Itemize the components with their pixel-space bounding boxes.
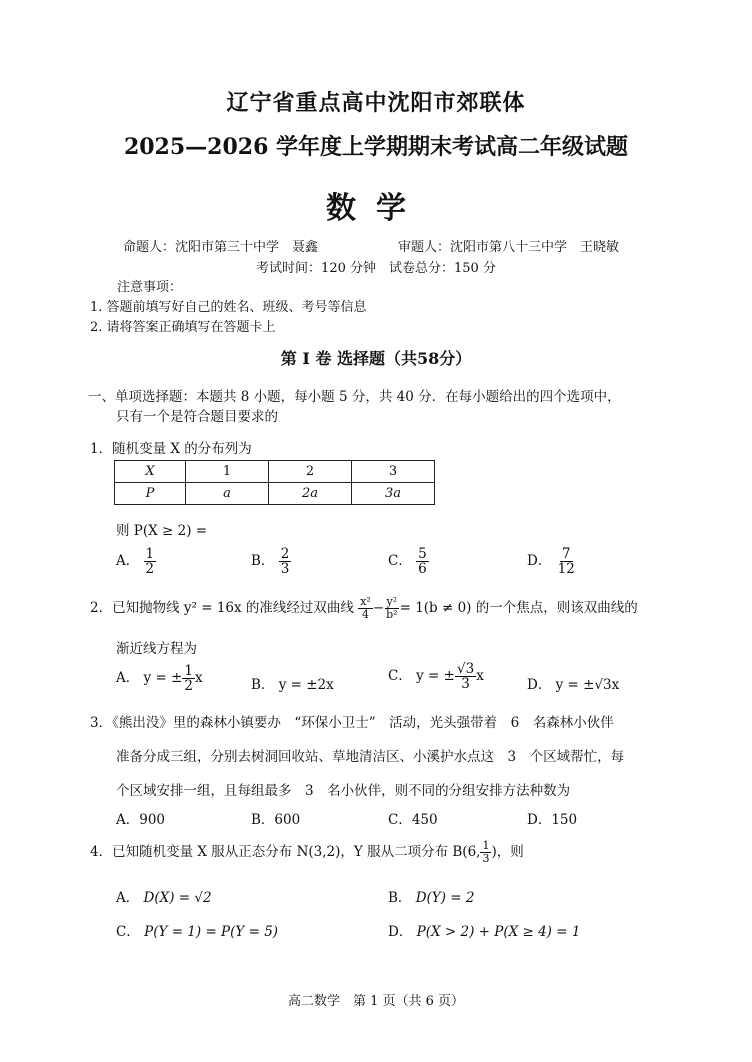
question-4	[90, 840, 524, 865]
section-intro-cont: 只有一个是符合题目要求的	[116, 409, 278, 425]
numerator: 5	[418, 546, 427, 562]
option-label: C．	[388, 553, 412, 570]
question-ask: 则 P(X ≥ 2) =	[116, 523, 208, 539]
question-3	[90, 711, 614, 731]
distribution-table	[114, 460, 435, 505]
denominator: 12	[557, 561, 575, 578]
question-number: 4．	[90, 844, 113, 860]
option-c	[388, 808, 438, 828]
table-cell: a	[186, 483, 269, 505]
option-c	[388, 547, 429, 576]
option-label: A．	[116, 812, 140, 828]
question-number: 2．	[90, 600, 113, 616]
note-item: 1. 答题前填写好自己的姓名、班级、考号等信息	[90, 300, 367, 315]
option-a	[116, 664, 203, 693]
section-title: 第 I 卷 选择题（共58分）	[280, 349, 472, 368]
exam-title-line1: 辽宁省重点高中沈阳市郊联体	[226, 90, 526, 116]
option-label: C．	[388, 812, 412, 828]
option-label: C．	[116, 924, 140, 940]
denominator: 3	[482, 852, 490, 865]
question-stem-line2: 渐近线方程为	[116, 641, 197, 657]
denominator: 2	[145, 561, 155, 578]
option-label: B．	[251, 553, 275, 570]
option-d	[527, 547, 577, 576]
table-row	[115, 483, 435, 505]
note-item: 2. 请将答案正确填写在答题卡上	[90, 320, 276, 335]
option-c	[388, 662, 484, 691]
denominator: 6	[418, 561, 427, 578]
option-label: A．	[116, 553, 140, 570]
numerator: 2	[280, 546, 290, 562]
question-stem-cont: )，则	[491, 844, 524, 860]
denominator: 4	[362, 608, 370, 621]
option-c	[116, 920, 278, 940]
denominator: 2	[184, 678, 193, 695]
option-b	[251, 547, 291, 576]
option-label: B．	[388, 890, 412, 906]
table-cell: X	[115, 461, 186, 483]
fraction	[279, 547, 292, 576]
question-stem: 随机变量 X 的分布列为	[112, 441, 252, 457]
page-footer: 高二数学 第 1 页（共 6 页）	[287, 994, 465, 1009]
denominator: 3	[461, 676, 470, 693]
question-2: 2．已知抛物线 y² = 16x 的准线经过双曲线 $\frac{\text{x²}}{4}$ − $\frac{\text{y²}}{\text{b²}}$ = 1(b ≠ 0) 的一个焦点，则该双曲线的	[90, 595, 638, 621]
numerator: 1	[145, 546, 155, 562]
option-label: B．	[251, 677, 275, 693]
denominator: b²	[386, 608, 398, 621]
table-cell: 2	[269, 461, 352, 483]
option-label: A．	[116, 670, 140, 687]
question-number: 3．	[90, 715, 113, 731]
option-label: A．	[116, 890, 140, 906]
numerator: 1	[482, 839, 490, 853]
option-text: x	[476, 668, 484, 685]
question-stem: 《熊出没》里的森林小镇要办 “环保小卫士” 活动，光头强带着 6 名森林小伙伴	[112, 715, 614, 731]
option-text: y = ±√3x	[555, 677, 620, 693]
question-1	[90, 437, 252, 457]
option-a	[116, 808, 165, 828]
option-text: P(Y = 1) = P(Y = 5)	[144, 924, 279, 940]
numerator: x²	[360, 595, 371, 609]
table-cell: 2a	[269, 483, 352, 505]
question-stem-cont: = 1(b ≠ 0) 的一个焦点，则该双曲线的	[399, 600, 638, 616]
question-stem: 已知抛物线 y² = 16x 的准线经过双曲线	[112, 600, 354, 616]
option-text: 150	[551, 812, 578, 828]
option-text: 600	[274, 812, 301, 828]
option-label: C．	[388, 668, 412, 685]
option-b	[388, 886, 474, 906]
option-label: D．	[527, 812, 552, 828]
question-stem: 已知随机变量 X 服从正态分布 N(3,2)，Y 服从二项分布 B(6,	[112, 844, 481, 860]
table-cell: 3	[352, 461, 435, 483]
option-d	[527, 808, 577, 828]
fraction	[556, 547, 577, 576]
subject-title: 数学	[326, 191, 426, 226]
numerator: √3	[456, 661, 475, 677]
option-b	[251, 808, 300, 828]
table-cell: 3a	[352, 483, 435, 505]
author-reviewer: 审题人：沈阳市第八十三中学 王晓敏	[398, 240, 620, 255]
fraction	[416, 547, 429, 576]
option-text: D(X) = √2	[143, 890, 212, 906]
question-stem-line3: 个区域安排一组，且每组最多 3 名小伙伴，则不同的分组安排方法种数为	[116, 783, 571, 799]
option-text: y = ±2x	[278, 677, 334, 693]
fraction	[384, 596, 399, 620]
option-text: x	[194, 670, 203, 687]
numerator: 1	[184, 663, 193, 679]
numerator: 7	[561, 546, 571, 562]
option-text: P(X > 2) + P(X ≥ 4) = 1	[416, 924, 581, 940]
exam-title-line2: 2025—2026 学年度上学期期末考试高二年级试题	[123, 134, 629, 160]
fraction	[455, 662, 476, 691]
fraction	[182, 664, 195, 693]
author-setter: 命题人：沈阳市第三十中学 聂鑫	[123, 240, 319, 255]
option-label: B．	[251, 812, 275, 828]
option-d	[388, 920, 580, 940]
table-cell: P	[115, 483, 186, 505]
notes-title: 注意事项：	[117, 280, 183, 295]
option-label: D．	[527, 553, 552, 570]
option-label: D．	[388, 924, 413, 940]
option-a	[116, 886, 212, 906]
table-cell: 1	[186, 461, 269, 483]
option-text: 450	[411, 812, 438, 828]
exam-info: 考试时间：120 分钟 试卷总分：150 分	[256, 261, 496, 276]
option-text: y = ±	[143, 670, 183, 687]
denominator: 3	[280, 561, 290, 578]
option-b	[251, 673, 334, 693]
table-row	[115, 461, 435, 483]
option-text: 900	[139, 812, 166, 828]
option-text: y = ±	[416, 668, 455, 685]
question-number: 1．	[90, 441, 113, 457]
fraction	[144, 547, 157, 576]
option-text: D(Y) = 2	[415, 890, 475, 906]
numerator: y²	[386, 595, 398, 609]
question-stem-line2: 准备分成三组，分别去树洞回收站、草地清洁区、小溪护水点这 3 个区域帮忙，每	[116, 749, 625, 765]
option-d	[527, 673, 619, 693]
option-label: D．	[527, 677, 552, 693]
fraction	[480, 840, 491, 864]
option-a	[116, 547, 156, 576]
fraction	[358, 596, 373, 620]
section-intro: 一、单项选择题：本题共 8 小题，每小题 5 分，共 40 分．在每小题给出的四个选项中，	[88, 389, 621, 405]
